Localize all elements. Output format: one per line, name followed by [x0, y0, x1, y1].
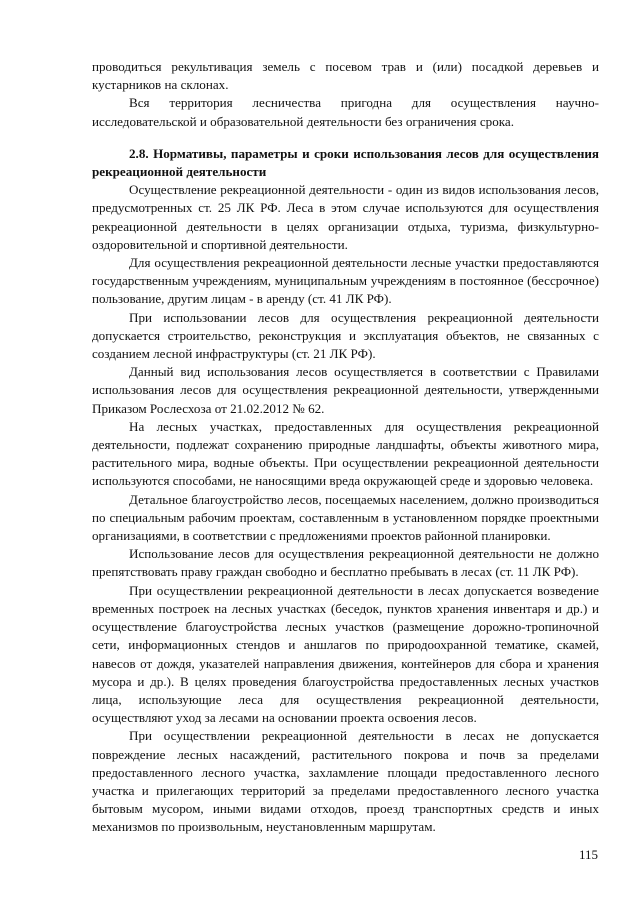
paragraph: Осуществление рекреационной деятельности - один из видов использования лесов, предусмотренных ст. 25 ЛК РФ. Леса в этом случае используются для осуществления рекреационной деятельности в целях организации отдыха, туризма, физкультурно-оздоровительной и спортивной деятельности. [92, 182, 599, 252]
paragraph: При осуществлении рекреационной деятельности в лесах не допускается повреждение лесных насаждений, растительного покрова и почв за пределами предоставленного лесного участка, захламление площади предоставленного лесного участка и прилегающих территорий за пределами предоставленного лесного участка бытовым мусором, иными видами отходов, проезд транспортных средств и иных механизмов по произвольным, неустановленным маршрутам. [92, 728, 599, 835]
paragraph: При использовании лесов для осуществления рекреационной деятельности допускается строительство, реконструкция и эксплуатация объектов, не связанных с созданием лесной инфраструктуры (ст. 21 ЛК РФ). [92, 309, 599, 362]
paragraph: Вся территория лесничества пригодна для осуществления научно-исследовательской и образовательной деятельности без ограничения срока. [92, 95, 599, 129]
paragraph: Для осуществления рекреационной деятельности лесные участки предоставляются государственным учреждениям, муниципальным учреждениям в постоянное (бессрочное) пользование, другим лицам - в аренду (ст. 41 ЛК РФ). [92, 255, 599, 307]
page-number: 115 [578, 847, 598, 862]
paragraph: Детальное благоустройство лесов, посещаемых населением, должно производиться по специальным рабочим проектам, составленным в установленном порядке проектными организациями, в соответствии с предложениями проектов районной планировки. [92, 491, 599, 544]
page-content [92, 58, 599, 837]
paragraph: Данный вид использования лесов осуществляется в соответствии с Правилами использования лесов для осуществления рекреационной деятельности, утвержденными Приказом Рослесхоза от 21.02.2012 № 62. [92, 364, 599, 416]
paragraph: При осуществлении рекреационной деятельности в лесах допускается возведение временных построек на лесных участках (беседок, пунктов хранения инвентаря и др.) и осуществление благоустройства лесных участков (размещение дорожно-тропиночной сети, информационных стендов и аншлагов по природоохранной тематике, скамей, навесов от дождя, указателей направления движения, контейнеров для сбора и хранения мусора и др.). В целях проведения благоустройства предоставленных лесных участков лица, использующие леса для осуществления рекреационной деятельности, осуществляют уход за лесами на основании проекта освоения лесов. [92, 582, 599, 726]
paragraph: Использование лесов для осуществления рекреационной деятельности не должно препятствовать праву граждан свободно и бесплатно пребывать в лесах (ст. 11 ЛК РФ). [92, 546, 599, 580]
paragraph-continuation: проводиться рекультивация земель с посевом трав и (или) посадкой деревьев и кустарников на склонах. [92, 59, 599, 93]
section-heading: 2.8. Нормативы, параметры и сроки использования лесов для осуществления рекреационной деятельности [92, 145, 599, 180]
paragraph: На лесных участках, предоставленных для осуществления рекреационной деятельности, подлежат сохранению природные ландшафты, объекты животного мира, растительного мира, водные объекты. При осуществлении рекреационной деятельности используются способами, не наносящими вреда окружающей среде и здоровью человека. [92, 418, 599, 489]
